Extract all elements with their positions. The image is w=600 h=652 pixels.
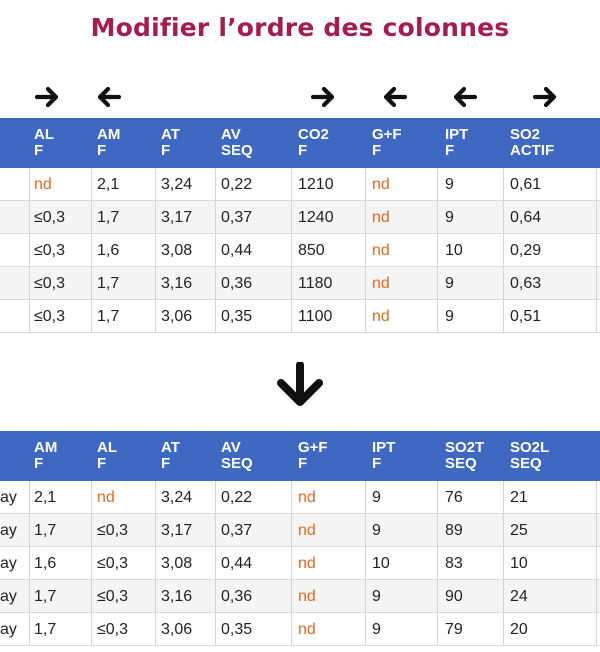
column-header-line: F (298, 455, 308, 472)
table-cell: 1,7 (97, 308, 120, 325)
table-row (0, 514, 600, 547)
column-header-line: AM (34, 439, 58, 456)
column-header-line: F (298, 142, 308, 159)
table-cell: 0,35 (221, 621, 253, 638)
table-cell: 0,22 (221, 489, 253, 506)
table-cell: 9 (372, 588, 381, 605)
column-header (97, 127, 120, 159)
column-header-line: SEQ (221, 142, 253, 159)
table-cell: 0,37 (221, 209, 253, 226)
column-header-line: SO2L (510, 439, 550, 456)
column-divider (437, 481, 438, 646)
column-header-line: CO2 (298, 126, 329, 143)
table-cell: nd (298, 522, 316, 539)
column-header (510, 440, 549, 472)
table-cell: 1,7 (97, 275, 120, 292)
table-cell: ≤0,3 (97, 621, 129, 638)
arrow-left-icon (96, 85, 122, 109)
table-cell: 1240 (298, 209, 334, 226)
table-cell: 9 (372, 489, 381, 506)
column-divider (291, 481, 292, 646)
row-label-fragment: ay (0, 621, 17, 638)
row-label-fragment: ay (0, 489, 17, 506)
table-cell: 3,24 (161, 176, 193, 193)
table-cell: 0,61 (510, 176, 542, 193)
table-cell: 0,51 (510, 308, 542, 325)
column-header (161, 127, 180, 159)
table-row (0, 234, 600, 267)
column-header-line: IPT (445, 126, 469, 143)
arrow-right-icon (34, 85, 60, 109)
column-divider (155, 168, 156, 333)
column-header-line: F (34, 455, 44, 472)
column-header-line: F (34, 142, 44, 159)
table-cell: 89 (445, 522, 463, 539)
arrow-left-icon (452, 85, 478, 109)
table-cell: 2,1 (34, 489, 57, 506)
table-row (0, 300, 600, 333)
column-header-line: SEQ (510, 455, 542, 472)
column-divider (91, 481, 92, 646)
table-cell: 76 (445, 489, 463, 506)
column-header (221, 440, 253, 472)
column-divider (437, 168, 438, 333)
column-header-line: AM (97, 126, 121, 143)
table-cell: 9 (445, 176, 454, 193)
column-divider (291, 168, 292, 333)
table-cell: nd (372, 242, 390, 259)
table-cell: ≤0,3 (97, 555, 129, 572)
column-header-line: SO2 (510, 126, 541, 143)
table-cell: nd (298, 555, 316, 572)
table-row (0, 267, 600, 300)
column-header-line: F (161, 142, 171, 159)
arrow-right-icon (310, 85, 336, 109)
table-row (0, 201, 600, 234)
table-cell: 0,22 (221, 176, 253, 193)
arrow-left-icon (382, 85, 408, 109)
table-cell: ≤0,3 (97, 588, 129, 605)
column-header-line: AL (34, 126, 54, 143)
arrow-left-icon (452, 85, 478, 109)
table-cell: 3,17 (161, 522, 193, 539)
table-row (0, 613, 600, 646)
table-cell: 10 (445, 242, 463, 259)
column-header (34, 127, 54, 159)
table-row (0, 547, 600, 580)
table-cell: 9 (445, 308, 454, 325)
column-header-line: F (161, 455, 171, 472)
table-cell: nd (298, 621, 316, 638)
column-divider (215, 481, 216, 646)
table-cell: 0,29 (510, 242, 542, 259)
column-header-line: SEQ (445, 455, 477, 472)
table-cell: 9 (445, 275, 454, 292)
table-cell: nd (372, 275, 390, 292)
column-header-line: F (97, 142, 107, 159)
column-divider (503, 481, 504, 646)
table-cell: 9 (372, 621, 381, 638)
column-header-line: AV (221, 439, 241, 456)
table-cell: 3,17 (161, 209, 193, 226)
column-divider (215, 168, 216, 333)
table-cell: 3,16 (161, 588, 193, 605)
table-cell: 1,7 (34, 621, 57, 638)
table-cell: 1,7 (34, 522, 57, 539)
table-cell: 9 (445, 209, 454, 226)
row-label-fragment: ay (0, 522, 17, 539)
column-header-line: AL (97, 439, 117, 456)
column-header (34, 440, 57, 472)
arrow-right-icon (310, 85, 336, 109)
table-cell: nd (298, 588, 316, 605)
table-cell: 3,06 (161, 308, 193, 325)
table-cell: 3,06 (161, 621, 193, 638)
table-cell: 0,37 (221, 522, 253, 539)
column-header (298, 440, 328, 472)
column-header (161, 440, 180, 472)
table-cell: 83 (445, 555, 463, 572)
column-divider (365, 168, 366, 333)
column-header-line: G+F (298, 439, 328, 456)
table-cell: 1,6 (34, 555, 57, 572)
table-cell: 25 (510, 522, 528, 539)
table-cell: 0,44 (221, 555, 253, 572)
column-header (445, 127, 468, 159)
column-header-line: F (372, 455, 382, 472)
table-cell: 2,1 (97, 176, 120, 193)
table-cell: 0,64 (510, 209, 542, 226)
column-header (221, 127, 253, 159)
table-cell: 79 (445, 621, 463, 638)
table-row (0, 481, 600, 514)
table-cell: 0,63 (510, 275, 542, 292)
column-divider (596, 168, 597, 333)
column-divider (29, 481, 30, 646)
column-header-line: SO2T (445, 439, 485, 456)
row-label-fragment: ay (0, 588, 17, 605)
table-cell: 21 (510, 489, 528, 506)
table-row (0, 580, 600, 613)
arrow-left-icon (96, 85, 122, 109)
table-cell: ≤0,3 (34, 308, 66, 325)
arrow-right-icon (532, 85, 558, 109)
column-header-line: ACTIF (510, 142, 555, 159)
column-divider (503, 168, 504, 333)
table-cell: 0,35 (221, 308, 253, 325)
arrow-down-icon (276, 362, 324, 406)
table-cell: 3,08 (161, 242, 193, 259)
table-cell: 1180 (298, 275, 333, 292)
column-header-line: G+F (372, 126, 402, 143)
arrow-left-icon (382, 85, 408, 109)
column-divider (91, 168, 92, 333)
table-cell: 3,16 (161, 275, 193, 292)
table-cell: nd (34, 176, 52, 193)
column-header-line: F (445, 142, 455, 159)
column-header (372, 440, 395, 472)
column-divider (29, 168, 30, 333)
column-divider (155, 481, 156, 646)
column-header-line: AT (161, 126, 180, 143)
column-header (298, 127, 329, 159)
table-cell: nd (372, 308, 390, 325)
column-header-line: AV (221, 126, 241, 143)
table-cell: 20 (510, 621, 528, 638)
table-cell: 1,7 (97, 209, 120, 226)
table-cell: 0,36 (221, 588, 253, 605)
table-cell: ≤0,3 (97, 522, 129, 539)
column-divider (365, 481, 366, 646)
table-cell: 0,44 (221, 242, 253, 259)
table-cell: ≤0,3 (34, 242, 66, 259)
table-cell: 1,6 (97, 242, 120, 259)
column-header-line: F (372, 142, 382, 159)
table-cell: nd (97, 489, 115, 506)
table-cell: 1100 (298, 308, 333, 325)
table-cell: 0,36 (221, 275, 253, 292)
row-label-fragment: ay (0, 555, 17, 572)
table-cell: 3,08 (161, 555, 193, 572)
table-cell: nd (372, 209, 390, 226)
table-cell: ≤0,3 (34, 209, 66, 226)
table-cell: 24 (510, 588, 528, 605)
table-cell: 90 (445, 588, 463, 605)
table-cell: 9 (372, 522, 381, 539)
column-header (372, 127, 402, 159)
column-header-line: AT (161, 439, 180, 456)
table-cell: 10 (372, 555, 390, 572)
table-cell: 1210 (298, 176, 334, 193)
table-cell: nd (372, 176, 390, 193)
table-cell: nd (298, 489, 316, 506)
column-divider (596, 481, 597, 646)
column-header-line: SEQ (221, 455, 253, 472)
page-title: Modifier l’ordre des colonnes (90, 13, 510, 42)
table-cell: 850 (298, 242, 325, 259)
table-cell: 1,7 (34, 588, 57, 605)
column-header (445, 440, 484, 472)
table-cell: 3,24 (161, 489, 193, 506)
column-header-line: IPT (372, 439, 396, 456)
table-row (0, 168, 600, 201)
arrow-right-icon (532, 85, 558, 109)
column-header-line: F (97, 455, 107, 472)
table-cell: ≤0,3 (34, 275, 66, 292)
arrow-right-icon (34, 85, 60, 109)
column-header (97, 440, 117, 472)
column-header (510, 127, 554, 159)
table-cell: 10 (510, 555, 528, 572)
